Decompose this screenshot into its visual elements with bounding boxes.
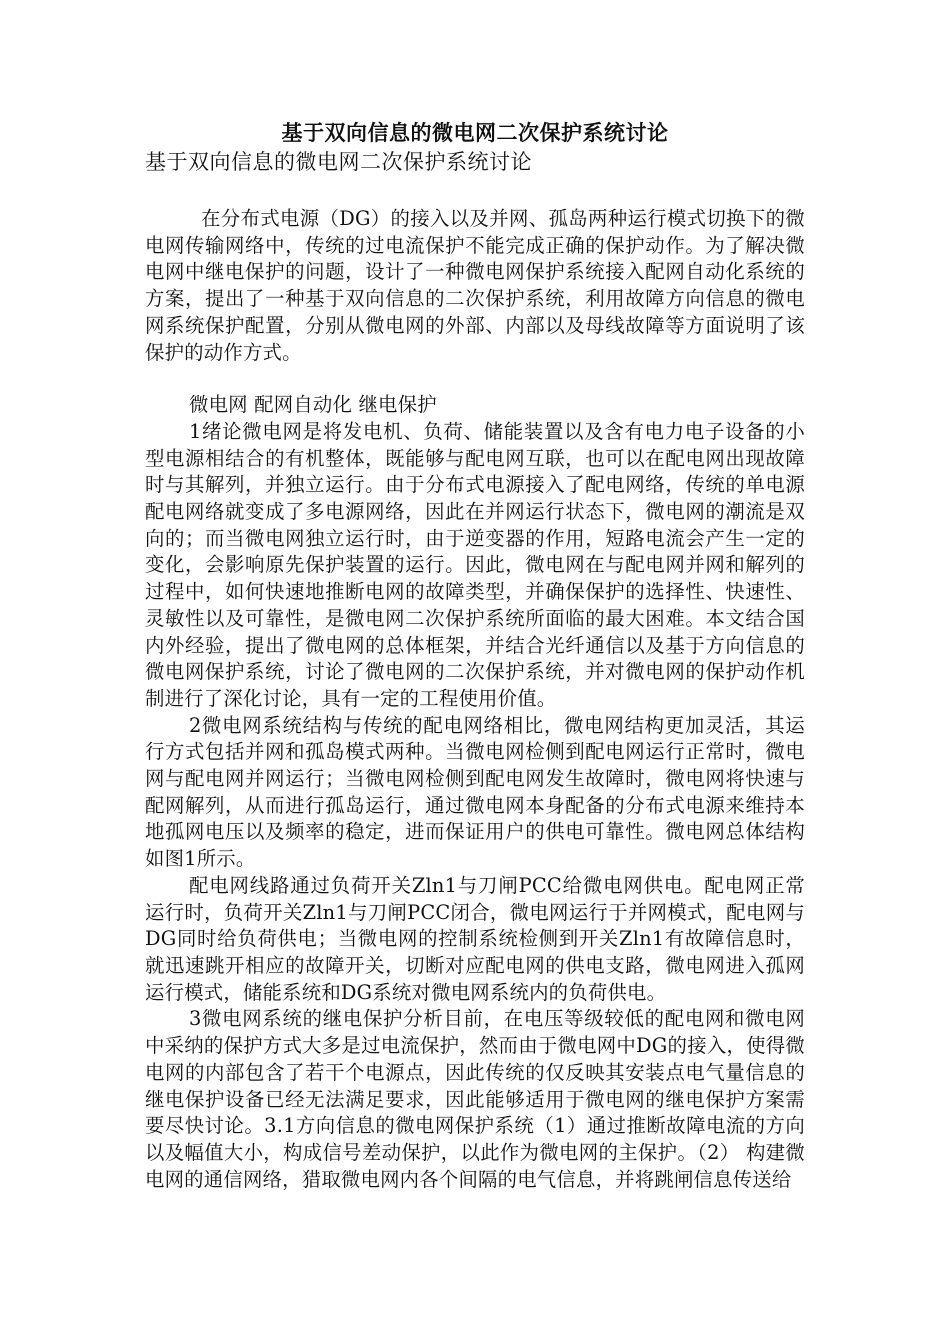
keywords-line: 微电网 配网自动化 继电保护: [189, 393, 437, 417]
body-paragraph-structure: 2微电网系统结构与传统的配电网络相比，微电网结构更加灵活，其运行方式包括并网和孤岛模式两种。当微电网检侧到配电网运行正常时，微电网与配电网并网运行；当微电网检侧到配电网发生故障时，微电网将快速与配网解列，从而进行孤岛运行，通过微电网本身配备的分布式电源来维持本地孤网电压以及频率的稳定，进而保证用户的供电可靠性。微电网总体结构如图1所示。: [145, 713, 805, 871]
body-paragraph-supply: 配电网线路通过负荷开关Zln1与刀闸PCC给微电网供电。配电网正常运行时，负荷开关Zln1与刀闸PCC闭合，微电网运行于并网模式，配电网与DG同时给负荷供电；当微电网的控制系统检侧到开关Zln1有故障信息时，就迅速跳开相应的故障开关，切断对应配电网的供电支路，微电网进入孤网运行模式，储能系统和DG系统对微电网系统内的负荷供电。: [145, 873, 805, 1004]
document-title: 基于双向信息的微电网二次保护系统讨论: [281, 121, 669, 145]
body-paragraph-introduction: 1绪论微电网是将发电机、负荷、储能装置以及含有电力电子设备的小型电源相结合的有机整体，既能够与配电网互联，也可以在配电网出现故障时与其解列，并独立运行。由于分布式电源接入了配电网络，传统的单电源配电网络就变成了多电源网络，因此在并网运行状态下，微电网的潮流是双向的；而当微电网独立运行时，由于逆变器的作用，短路电流会产生一定的变化，会影响原先保护装置的运行。因此，微电网在与配电网并网和解列的过程中，如何快速地推断电网的故障类型，并确保保护的选择性、快速性、灵敏性以及可靠性，是微电网二次保护系统所面临的最大困难。本文结合国内外经验，提出了微电网的总体框架，并结合光纤通信以及基于方向信息的微电网保护系统，讨论了微电网的二次保护系统，并对微电网的保护动作机制进行了深化讨论，具有一定的工程使用价值。: [145, 419, 805, 710]
document-page: [145, 118, 805, 1193]
body-paragraph-protection: 3微电网系统的继电保护分析目前，在电压等级较低的配电网和微电网中采纳的保护方式大多是过电流保护，然而由于微电网中DG的接入，使得微电网的内部包含了若干个电源点，因此传统的仅反映其安装点电气量信息的继电保护设备已经无法满足要求，因此能够适用于微电网的继电保护方案需要尽快讨论。3.1方向信息的微电网保护系统（1）通过推断故障电流的方向以及幅值大小，构成信号差动保护，以此作为微电网的主保护。（2） 构建微电网的通信网络，猎取微电网内各个间隔的电气信息，并将跳闸信息传送给: [145, 1007, 805, 1191]
document-subtitle: 基于双向信息的微电网二次保护系统讨论: [145, 150, 532, 174]
abstract-paragraph: 在分布式电源（DG）的接入以及并网、孤岛两种运行模式切换下的微电网传输网络中，传统的过电流保护不能完成正确的保护动作。为了解决微电网中继电保护的问题，设计了一种微电网保护系统接入配网自动化系统的方案，提出了一种基于双向信息的二次保护系统，利用故障方向信息的微电网系统保护配置，分别从微电网的外部、内部以及母线故障等方面说明了该保护的动作方式。: [145, 207, 805, 364]
